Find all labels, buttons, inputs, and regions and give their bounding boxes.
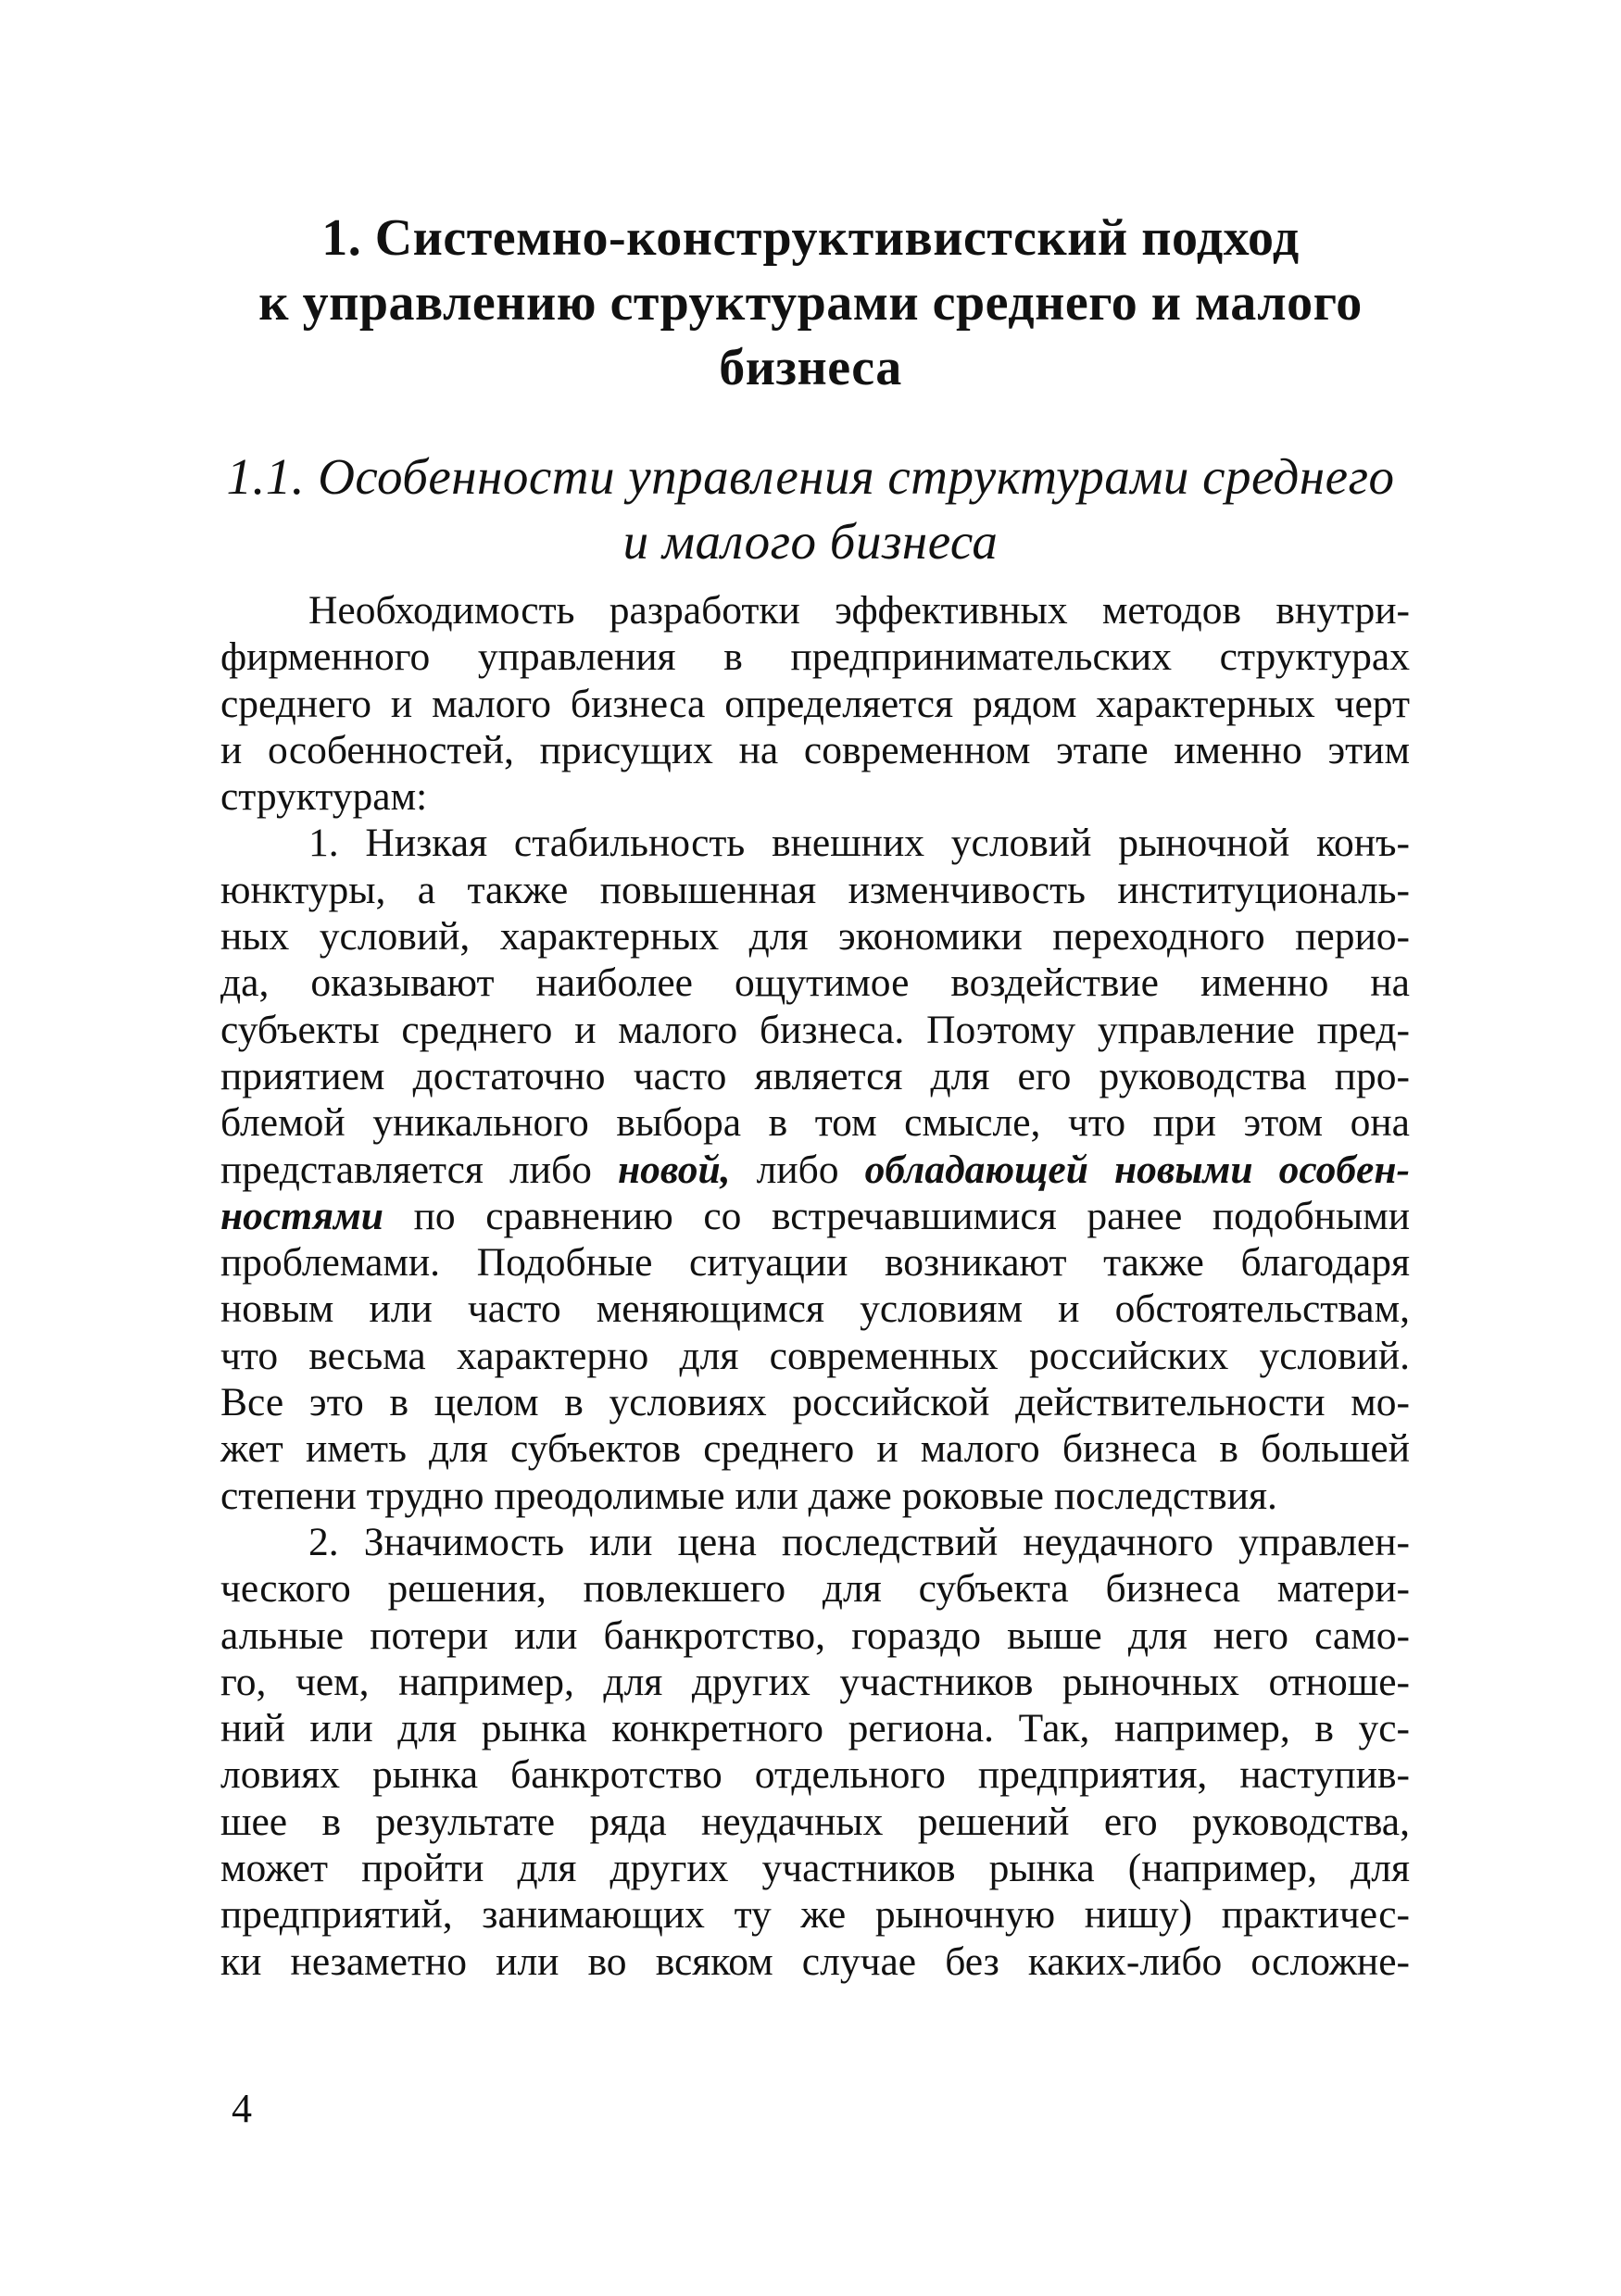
paragraph-line: фирменного управления в предпринимательских структурах (220, 634, 1410, 680)
paragraph-line: 1. Низкая стабильность внешних условий рыночной конъ- (308, 821, 1410, 866)
paragraph-line (220, 1147, 1410, 1193)
paragraph-line: жет иметь для субъектов среднего и малого бизнеса в большей (220, 1426, 1410, 1472)
paragraph-line: ки незаметно или во всяком случае без каких-либо осложне- (220, 1938, 1410, 1984)
paragraph-line: степени трудно преодолимые или даже роковые последствия. (220, 1473, 1277, 1518)
paragraph-line: альные потери или банкротство, гораздо выше для него само- (220, 1612, 1410, 1658)
chapter-title-line: 1. Системно-конструктивистский подход (321, 209, 1300, 267)
text-run: по сравнению со встречавшимися ранее подобными (383, 1193, 1410, 1238)
text-run: представляется либо (220, 1147, 618, 1192)
paragraph-line: ных условий, характерных для экономики переходного перио- (220, 914, 1410, 960)
section-title-line: 1.1. Особенности управления структурами среднего (226, 448, 1395, 505)
paragraph-line: ческого решения, повлекшего для субъекта бизнеса матери- (220, 1566, 1410, 1612)
paragraph-line: приятием достаточно часто является для его руководства про- (220, 1053, 1410, 1098)
paragraph-line: ловиях рынка банкротство отдельного предприятия, наступив- (220, 1752, 1410, 1798)
paragraph-line: Все это в целом в условиях российской действительности мо- (220, 1380, 1410, 1425)
paragraph-line: проблемами. Подобные ситуации возникают также благодаря (220, 1240, 1410, 1286)
paragraph-line: предприятий, занимающих ту же рыночную нишу) практичес- (220, 1892, 1410, 1938)
paragraph-line: го, чем, например, для других участников рыночных отноше- (220, 1659, 1410, 1704)
section-title-line: и малого бизнеса (622, 513, 999, 570)
chapter-title (222, 206, 1399, 400)
paragraph-line: юнктуры, а также повышенная изменчивость институциональ- (220, 867, 1410, 912)
chapter-title-line: бизнеса (719, 339, 902, 396)
body-text (220, 587, 1410, 1985)
section-title (218, 445, 1403, 574)
paragraph-line: новым или часто меняющимся условиям и обстоятельствам, (220, 1286, 1410, 1332)
paragraph-line: да, оказывают наиболее ощутимое воздействие именно на (220, 960, 1410, 1006)
emphasis-text: обладающей новыми особен- (864, 1147, 1410, 1192)
paragraph-line: ний или для рынка конкретного региона. Так, например, в ус- (220, 1706, 1410, 1751)
paragraph-line: Необходимость разработки эффективных методов внутри- (308, 588, 1410, 633)
paragraph-line: среднего и малого бизнеса определяется рядом характерных черт (220, 681, 1410, 726)
paragraph-line: что весьма характерно для современных российских условий. (220, 1333, 1410, 1378)
emphasis-text: новой, (617, 1147, 731, 1192)
paragraph-line: может пройти для других участников рынка (например, для (220, 1846, 1410, 1891)
paragraph-line (220, 1193, 1410, 1239)
page-number: 4 (232, 2086, 252, 2131)
text-run: либо (730, 1147, 865, 1192)
chapter-title-line: к управлению структурами среднего и малого (258, 274, 1363, 332)
paragraph-line: блемой уникального выбора в том смысле, что при этом она (220, 1100, 1410, 1146)
paragraph-line: шее в результате ряда неудачных решений его руководства, (220, 1799, 1410, 1844)
paragraph-line: субъекты среднего и малого бизнеса. Поэтому управление пред- (220, 1007, 1410, 1052)
paragraph-line: структурам: (220, 774, 428, 820)
paragraph-line: и особенностей, присущих на современном этапе именно этим (220, 727, 1410, 772)
paragraph-line: 2. Значимость или цена последствий неудачного управлен- (308, 1519, 1410, 1564)
emphasis-text: ностями (220, 1193, 383, 1238)
